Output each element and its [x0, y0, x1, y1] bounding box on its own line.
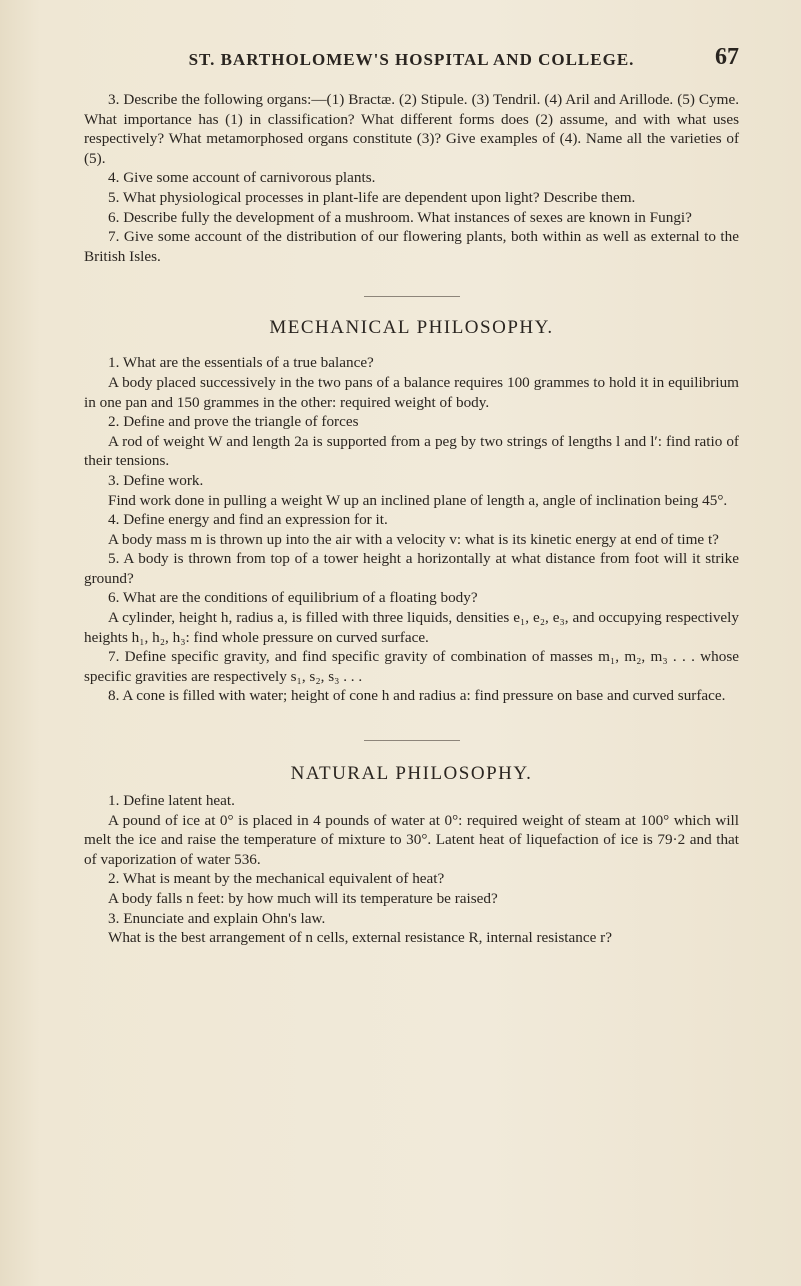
mechanical-question-5: 5. A body is thrown from top of a tower height a horizontally at what distance from foot will it strike ground? [84, 550, 739, 587]
natural-question-3-sub: What is the best arrangement of n cells, external resistance R, internal resistance r? [108, 929, 612, 947]
botany-question-4: 4. Give some account of carnivorous plants. [108, 169, 376, 187]
natural-question-3: 3. Enunciate and explain Ohn's law. [108, 909, 326, 927]
mechanical-section [84, 353, 739, 706]
natural-question-2-sub: A body falls n feet: by how much will its temperature be raised? [108, 890, 498, 907]
natural-question-1-sub: A pound of ice at 0° is placed in 4 pounds of water at 0°: required weight of steam at 100° which will melt the ice and raise the temperature of mixture to 30°. Latent heat of liquefaction of ice is 79·2 and that of vaporization of water 536. [84, 811, 739, 868]
natural-heading: NATURAL PHILOSOPHY. [290, 763, 533, 785]
mechanical-question-1: 1. What are the essentials of a true balance? [108, 354, 374, 372]
mechanical-question-6-sub: A cylinder, height h, radius a, is filled with three liquids, densities e₁, e₂, e₃, and occupying respectively heights h₁, h₂, h₃: find whole pressure on curved surface. [84, 609, 739, 646]
natural-section [84, 791, 739, 948]
natural-question-2: 2. What is meant by the mechanical equivalent of heat? [108, 870, 445, 888]
mechanical-question-6: 6. What are the conditions of equilibrium of a floating body? [108, 589, 478, 607]
botany-question-5: 5. What physiological processes in plant-life are dependent upon light? Describe them. [108, 188, 636, 206]
mechanical-question-8: 8. A cone is filled with water; height of cone h and radius a: find pressure on base and curved surface. [108, 687, 726, 705]
botany-section [84, 90, 739, 266]
mechanical-question-4: 4. Define energy and find an expression for it. [108, 511, 388, 529]
section-divider [364, 296, 460, 297]
mechanical-question-2: 2. Define and prove the triangle of forces [108, 413, 359, 431]
mechanical-question-3-sub: Find work done in pulling a weight W up an inclined plane of length a, angle of inclination being 45°. [108, 491, 728, 509]
botany-question-7: 7. Give some account of the distribution of our flowering plants, both within as well as external to the British Isles. [84, 228, 739, 265]
mechanical-question-4-sub: A body mass m is thrown up into the air with a velocity v: what is its kinetic energy at end of time t? [108, 530, 719, 548]
mechanical-question-7: 7. Define specific gravity, and find specific gravity of combination of masses m₁, m₂, m₃ . . . whose specific gravities are respectively s₁, s₂, s₃ . . . [84, 648, 739, 685]
section-divider [364, 740, 460, 741]
botany-question-3: 3. Describe the following organs:—(1) Bractæ. (2) Stipule. (3) Tendril. (4) Aril and Arillode. (5) Cyme. What importance has (1) in classification? What different forms does (2) assume, and with what uses respectively? What metamorphosed organs constitute (3)? Give examples of (4). Name all the varieties of (5). [84, 91, 739, 167]
mechanical-question-1-sub: A body placed successively in the two pans of a balance requires 100 grammes to hold it in equilibrium in one pan and 150 grammes in the other: required weight of body. [84, 373, 739, 411]
mechanical-question-2-sub: A rod of weight W and length 2a is supported from a peg by two strings of lengths l and l′: find ratio of their tensions. [84, 432, 739, 470]
running-title: ST. BARTHOLOMEW'S HOSPITAL AND COLLEGE. [188, 50, 635, 69]
page-number: 67 [715, 44, 739, 70]
botany-question-6: 6. Describe fully the development of a mushroom. What instances of sexes are known in Fungi? [108, 208, 692, 226]
running-head [84, 44, 739, 70]
mechanical-question-3: 3. Define work. [108, 471, 204, 489]
natural-question-1: 1. Define latent heat. [108, 792, 235, 810]
mechanical-heading: MECHANICAL PHILOSOPHY. [269, 317, 554, 339]
